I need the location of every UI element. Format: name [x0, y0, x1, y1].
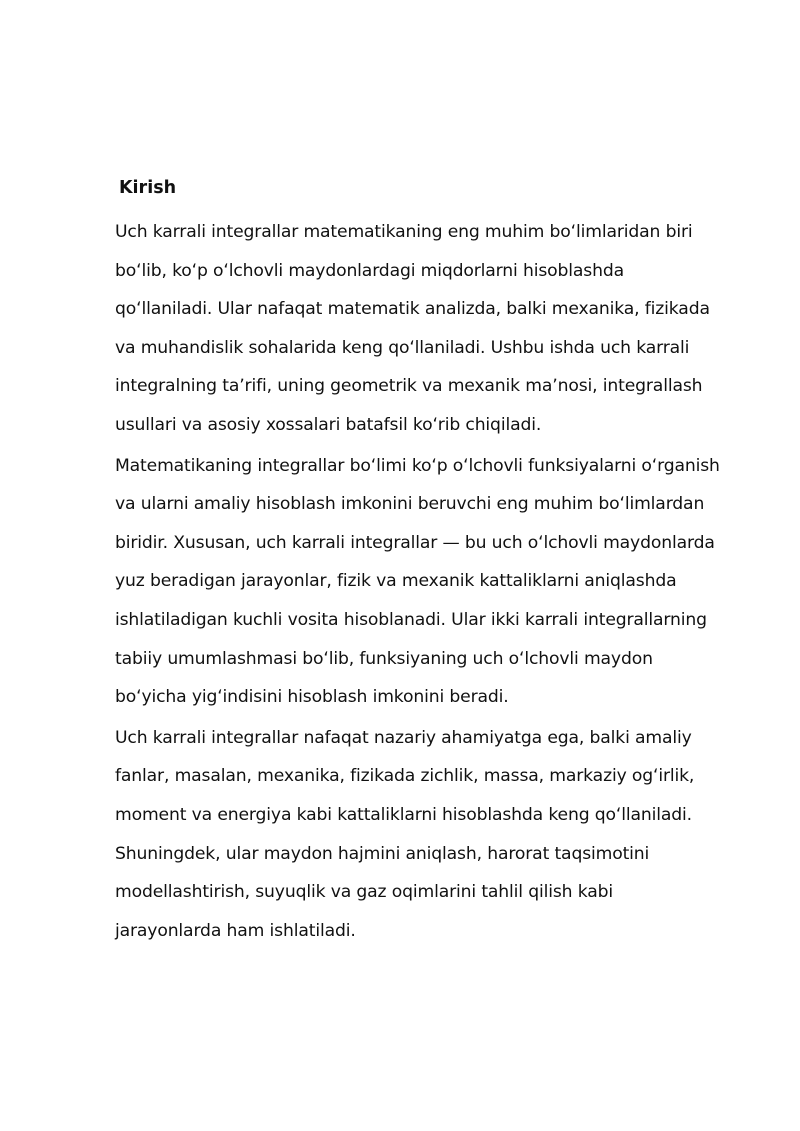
paragraph-integrals-section: Matematikaning integrallar boʻlimi koʻp oʻlchovli funksiyalarni oʻrganish va ularni amaliy hisoblash imkonini beruvchi eng muhim boʻlimlardan biridir. Xususan, uch karrali integrallar — bu uch oʻlchovli maydonlarda yuz beradigan jarayonlar, fizik va mexanik kattaliklarni aniqlashda ishlatiladigan kuchli vosita hisoblanadi. Ular ikki karrali integrallarning tabiiy umumlashmasi boʻlib, funksiyaning uch oʻlchovli maydon boʻyicha yigʻindisini hisoblash imkonini beradi.	[115, 455, 720, 708]
paragraph-intro: Uch karrali integrallar matematikaning eng muhim boʻlimlaridan biri boʻlib, koʻp oʻlchovli maydonlardagi miqdorlarni hisoblashda qoʻllaniladi. Ular nafaqat matematik analizda, balki mexanika, fizikada va muhandislik sohalarida keng qoʻllaniladi. Ushbu ishda uch karrali integralning taʼrifi, uning geometrik va mexanik maʼnosi, integrallash usullari va asosiy xossalari batafsil koʻrib chiqiladi.	[115, 222, 710, 435]
section-heading: Kirish	[119, 178, 177, 198]
paragraph-applications: Uch karrali integrallar nafaqat nazariy ahamiyatga ega, balki amaliy fanlar, masalan, mexanika, fizikada zichlik, massa, markaziy ogʻirlik, moment va energiya kabi kattaliklarni hisoblashda keng qoʻllaniladi. Shuningdek, ular maydon hajmini aniqlash, harorat taqsimotini modellashtirish, suyuqlik va gaz oqimlarini tahlil qilish kabi jarayonlarda ham ishlatiladi.	[115, 727, 695, 941]
document-body	[115, 174, 745, 952]
